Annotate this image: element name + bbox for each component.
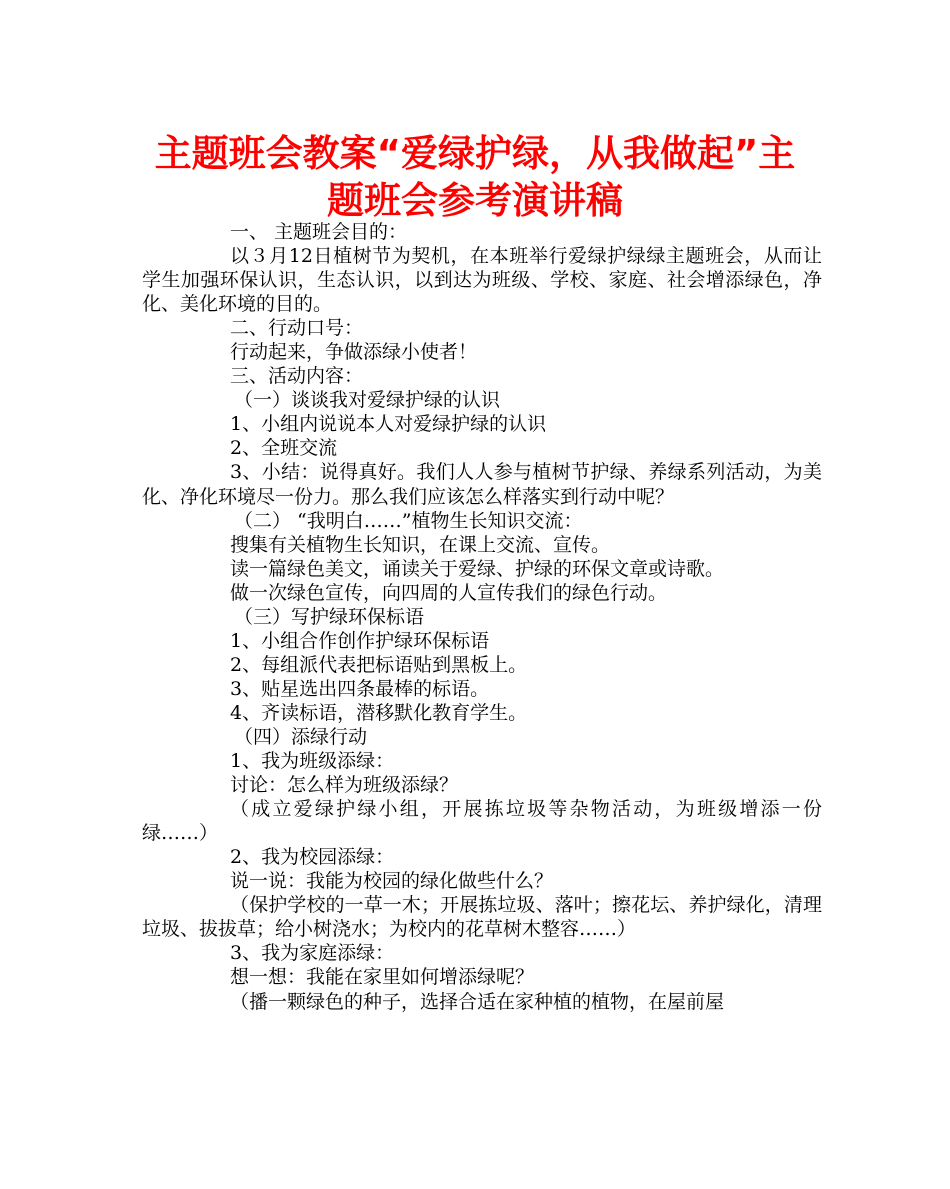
title-line-2: 题班会参考演讲稿	[327, 179, 623, 222]
list-item: 2、每组派代表把标语贴到黑板上。	[230, 653, 528, 676]
section-heading-purpose: 一、 主题班会目的：	[230, 221, 408, 243]
document-title	[120, 130, 830, 224]
purpose-paragraph: 以３月12日植树节为契机，在本班举行爱绿护绿绿主题班会，从而让学生加强环保认识，生态认识，以到达为班级、学校、家庭、社会增添绿色，净化、美化环境的目的。	[142, 245, 822, 316]
list-item: 做一次绿色宣传，向四周的人宣传我们的绿色行动。	[230, 581, 668, 604]
class-green-paragraph: （成立爱绿护绿小组，开展拣垃圾等杂物活动，为班级增添一份绿……）	[142, 798, 822, 845]
list-item: 3、贴星选出四条最棒的标语。	[230, 677, 490, 700]
subsection-heading-2: （二） “我明白……”植物生长知识交流：	[234, 509, 583, 532]
list-item: 1、小组合作创作护绿环保标语	[230, 629, 490, 652]
list-item: 3、我为家庭添绿：	[230, 942, 395, 965]
list-item: 4、齐读标语，潜移默化教育学生。	[230, 701, 528, 724]
slogan-text: 行动起来，争做添绿小使者！	[230, 341, 478, 364]
subsection-heading-4: （四）添绿行动	[234, 725, 368, 748]
list-item: 想一想：我能在家里如何增添绿呢？	[230, 966, 535, 989]
summary-paragraph: 3、小结：说得真好。我们人人参与植树节护绿、养绿系列活动，为美化、净化环境尽一份力。那么我们应该怎么样落实到行动中呢？	[142, 461, 822, 508]
list-item: 2、我为校园添绿：	[230, 846, 395, 869]
home-green-paragraph: （播一颗绿色的种子，选择合适在家种植的植物，在屋前屋	[230, 990, 725, 1013]
list-item: 读一篇绿色美文，诵读关于爱绿、护绿的环保文章或诗歌。	[230, 557, 725, 580]
list-item: 说一说：我能为校园的绿化做些什么？	[230, 870, 554, 893]
list-item: 搜集有关植物生长知识，在课上交流、宣传。	[230, 533, 611, 556]
school-green-paragraph: （保护学校的一草一木；开展拣垃圾、落叶；擦花坛、养护绿化，清理垃圾、拔拔草；给小树浇水；为校内的花草树木整容……）	[142, 894, 822, 941]
section-heading-activities: 三、活动内容：	[230, 365, 364, 388]
document-body	[142, 220, 822, 1014]
section-heading-slogan: 二、行动口号：	[230, 317, 364, 340]
subsection-heading-3: （三）写护绿环保标语	[234, 605, 425, 628]
list-item: 2、全班交流	[230, 437, 338, 460]
subsection-heading-1: （一）谈谈我对爱绿护绿的认识	[234, 389, 501, 412]
list-item: 讨论：怎么样为班级添绿？	[230, 774, 459, 797]
list-item: 1、我为班级添绿：	[230, 750, 395, 773]
title-line-1: 主题班会教案“爱绿护绿，从我做起”主	[154, 132, 796, 175]
list-item: 1、小组内说说本人对爱绿护绿的认识	[230, 413, 547, 436]
